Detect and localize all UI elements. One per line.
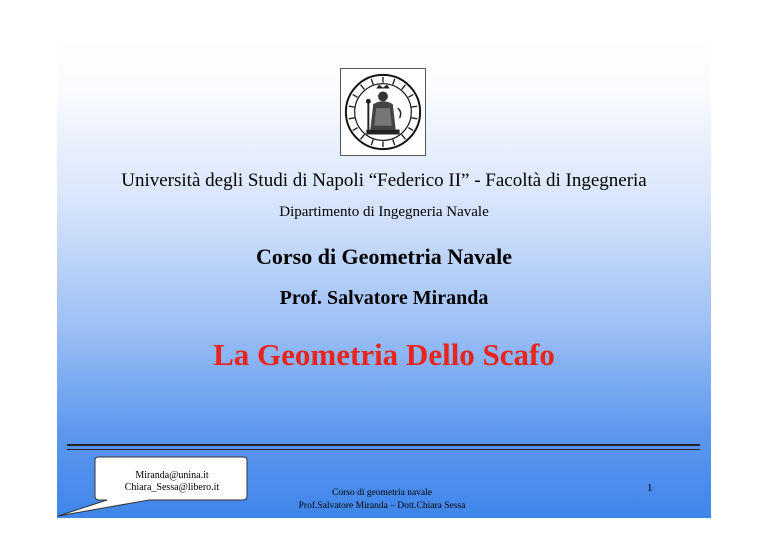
email-miranda: Miranda@unina.it — [135, 470, 209, 481]
slide — [57, 38, 711, 518]
university-name: Università degli Studi di Napoli “Federico II” - Facoltà di Ingegneria — [121, 170, 647, 191]
slide-title: La Geometria Dello Scafo — [213, 337, 555, 372]
footer-course: Corso di geometria navale — [332, 488, 432, 498]
email-sessa: Chiara_Sessa@libero.it — [124, 482, 220, 493]
divider-line — [67, 444, 700, 446]
department-name: Dipartimento di Ingegneria Navale — [279, 204, 489, 220]
divider-line-thin — [67, 449, 700, 450]
page-number: 1 — [647, 482, 653, 494]
professor-name: Prof. Salvatore Miranda — [279, 287, 489, 309]
contact-callout — [57, 456, 257, 518]
course-title: Corso di Geometria Navale — [256, 244, 512, 269]
footer-authors: Prof.Salvatore Miranda – Dott.Chiara Sessa — [298, 501, 466, 511]
university-seal-icon — [340, 68, 426, 156]
